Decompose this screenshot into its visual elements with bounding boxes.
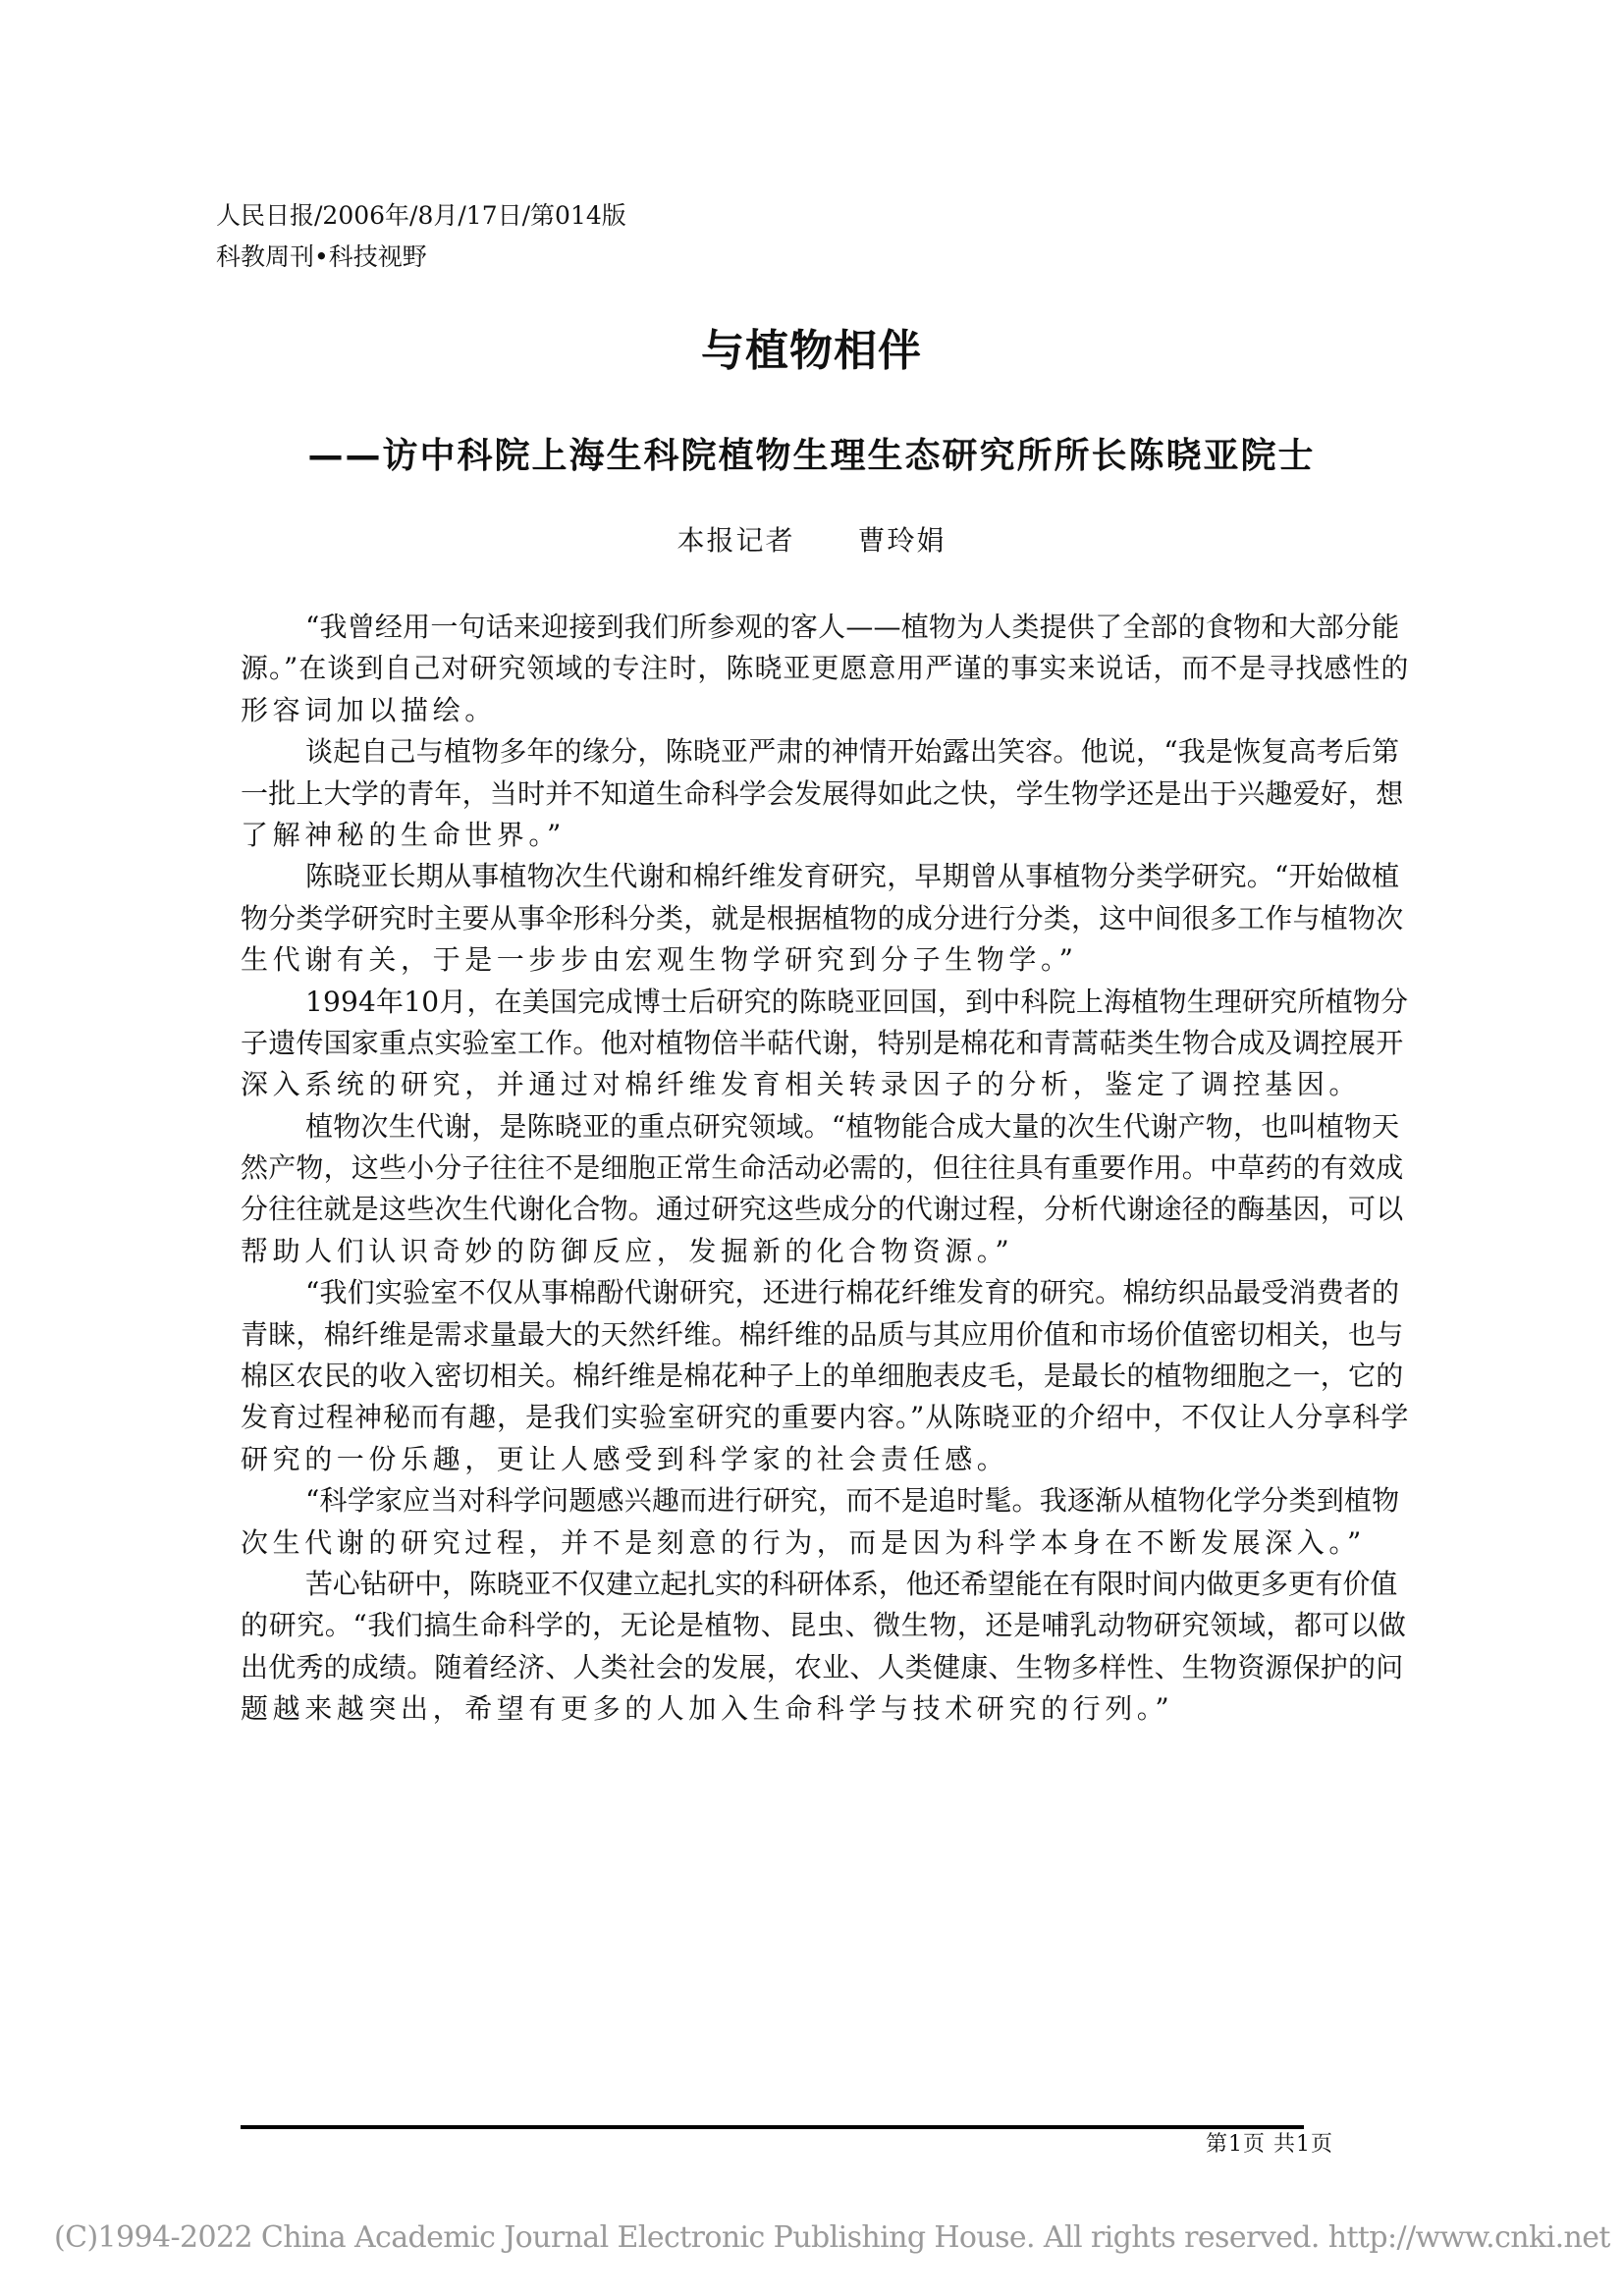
paragraph-line: 植物次生代谢，是陈晓亚的重点研究领域。“植物能合成大量的次生代谢产物，也叫植物天	[305, 1109, 1400, 1143]
paragraph-line: “我们实验室不仅从事棉酚代谢研究，还进行棉花纤维发育的研究。棉纺织品最受消费者的	[305, 1276, 1400, 1309]
paragraph-line: 陈晓亚长期从事植物次生代谢和棉纤维发育研究，早期曾从事植物分类学研究。“开始做植	[305, 860, 1400, 893]
footer-rule	[241, 2125, 1304, 2129]
paragraph-line: 苦心钻研中，陈晓亚不仅建立起扎实的科研体系，他还希望能在有限时间内做更多更有价值	[305, 1567, 1398, 1600]
paragraph-line: 棉区农民的收入密切相关。棉纤维是棉花种子上的单细胞表皮毛，是最长的植物细胞之一，它的	[241, 1360, 1404, 1393]
article-subtitle: ——访中科院上海生科院植物生理生态研究所所长陈晓亚院士	[307, 436, 1316, 476]
paragraph-line: 源。”在谈到自己对研究领域的专注时，陈晓亚更愿意用严谨的事实来说话，而不是寻找感性的	[241, 652, 1410, 685]
paragraph-line: 一批上大学的青年，当时并不知道生命科学会发展得如此之快，学生物学还是出于兴趣爱好，想	[241, 776, 1404, 810]
paragraph	[241, 1564, 1409, 1731]
paragraph	[241, 731, 1409, 856]
paragraph-line: 1994年10月，在美国完成博士后研究的陈晓亚回国，到中科院上海植物生理研究所植物分	[305, 985, 1409, 1018]
paragraph-line: “科学家应当对科学问题感兴趣而进行研究，而不是追时髦。我逐渐从植物化学分类到植物	[305, 1484, 1400, 1518]
byline-role: 本报记者	[676, 524, 795, 557]
paragraph-line: 分往往就是这些次生代谢化合物。通过研究这些成分的代谢过程，分析代谢途径的酶基因，可以	[241, 1193, 1404, 1226]
paragraph-line: 深入系统的研究，并通过对棉纤维发育相关转录因子的分析，鉴定了调控基因。	[241, 1068, 1362, 1101]
article-body	[241, 607, 1409, 1731]
paragraph-line: 青睐，棉纤维是需求量最大的天然纤维。棉纤维的品质与其应用价值和市场价值密切相关，也与	[241, 1317, 1404, 1351]
paragraph-line: 次生代谢的研究过程，并不是刻意的行为，而是因为科学本身在不断发展深入。”	[241, 1525, 1366, 1559]
paragraph-line: 生代谢有关，于是一步步由宏观生物学研究到分子生物学。”	[241, 943, 1078, 977]
paragraph-line: 研究的一份乐趣，更让人感受到科学家的社会责任感。	[241, 1442, 1009, 1475]
paragraph	[241, 1480, 1409, 1564]
paragraph-line: 题越来越突出，希望有更多的人加入生命科学与技术研究的行列。”	[241, 1692, 1174, 1726]
paragraph	[241, 1272, 1409, 1480]
section-line: 科教周刊•科技视野	[216, 242, 427, 271]
paragraph-line: 出优秀的成绩。随着经济、人类社会的发展，农业、人类健康、生物多样性、生物资源保护的问	[241, 1650, 1404, 1683]
article-title: 与植物相伴	[701, 326, 922, 376]
paragraph	[241, 856, 1409, 981]
paragraph	[241, 607, 1409, 731]
paragraph-line: 谈起自己与植物多年的缘分，陈晓亚严肃的神情开始露出笑容。他说，“我是恢复高考后第	[305, 735, 1400, 769]
paragraph-line: 物分类学研究时主要从事伞形科分类，就是根据植物的成分进行分类，这中间很多工作与植物次	[241, 901, 1404, 934]
paragraph	[241, 1106, 1409, 1273]
source-line: 人民日报/2006年/8月/17日/第014版	[216, 201, 626, 230]
paragraph-line: 然产物，这些小分子往往不是细胞正常生命活动必需的，但往往具有重要作用。中草药的有效成	[241, 1151, 1404, 1185]
paragraph-line: 子遗传国家重点实验室工作。他对植物倍半萜代谢，特别是棉花和青蒿萜类生物合成及调控展开	[241, 1026, 1404, 1059]
paragraph-line: 了解神秘的生命世界。”	[241, 818, 566, 851]
copyright-notice: (C)1994-2022 China Academic Journal Electronic Publishing House. All rights reserved. http://www.cnki.net	[54, 2220, 1610, 2255]
page-indicator: 第1页 共1页	[1206, 2132, 1333, 2157]
paragraph-line: 形容词加以描绘。	[241, 693, 497, 726]
paragraph-line: 发育过程神秘而有趣，是我们实验室研究的重要内容。”从陈晓亚的介绍中，不仅让人分享科学	[241, 1401, 1410, 1434]
byline	[0, 523, 1623, 559]
paragraph	[241, 982, 1409, 1106]
paragraph-line: 帮助人们认识奇妙的防御反应，发掘新的化合物资源。”	[241, 1234, 1014, 1267]
paragraph-line: 的研究。“我们搞生命科学的，无论是植物、昆虫、微生物，还是哺乳动物研究领域，都可以做	[241, 1609, 1407, 1642]
paragraph-line: “我曾经用一句话来迎接到我们所参观的客人——植物为人类提供了全部的食物和大部分能	[305, 611, 1400, 643]
byline-name: 曹玲娟	[857, 524, 947, 557]
